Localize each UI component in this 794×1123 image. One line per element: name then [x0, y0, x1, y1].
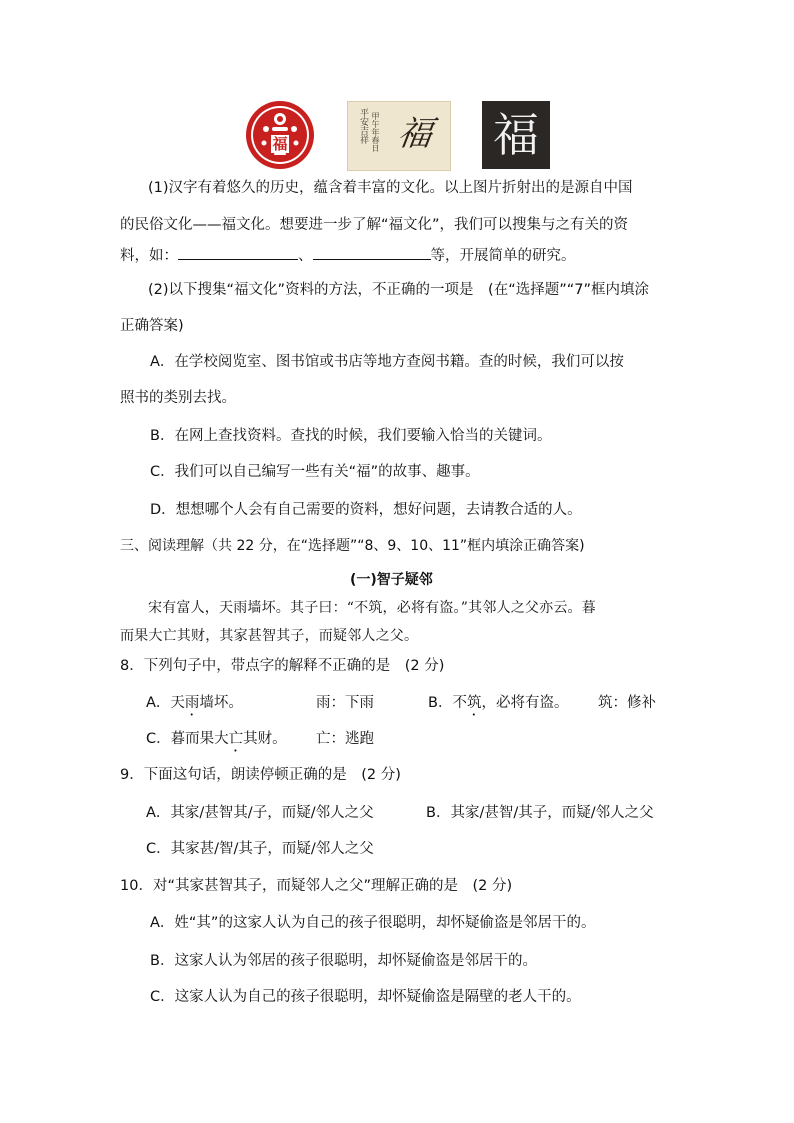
papercut-fu-image [244, 99, 316, 171]
q2-option-a-line-1: A．在学校阅览室、图书馆或书店等地方查阅书籍。查的时候，我们可以按 [150, 354, 624, 370]
q-intro-line-3-a: 料，如： [120, 248, 178, 264]
passage-line-1: 宋有富人，天雨墙坏。其子曰：“不筑，必将有盗。”其邻人之父亦云。暮 [148, 600, 596, 616]
q9-option-b: B．其家/甚智/其子，而疑/邻人之父 [426, 805, 654, 821]
passage-line-2: 而果大亡其财，其家甚智其子，而疑邻人之父。 [120, 628, 419, 644]
q2-option-d: D．想想哪个人会有自己需要的资料，想好问题，去请教合适的人。 [150, 502, 582, 518]
q9-stem: 9．下面这句话，朗读停顿正确的是 (2 分) [120, 767, 401, 783]
passage-title: (一)智子疑邻 [350, 572, 433, 588]
q8-stem: 8．下列句子中，带点字的解释不正确的是 (2 分) [120, 658, 445, 674]
calligraphy-fu-char: 福 [395, 114, 435, 154]
q8-c-dotted-char: 亡 [228, 731, 244, 747]
q8-b-dotted-char: 筑 [466, 695, 482, 711]
q8-c-post: 其财。 [243, 731, 287, 747]
calligraphy-inscription-right: 平安吉祥 [358, 108, 368, 144]
answer-blank-1[interactable] [178, 245, 298, 260]
q-intro-line-1: (1)汉字有着悠久的历史，蕴含着丰富的文化。以上图片折射出的是源自中国 [148, 180, 633, 196]
q-intro-sep: 、 [298, 248, 313, 264]
section-3-heading: 三、阅读理解（共 22 分，在“选择题”“8、9、10、11”框内填涂正确答案) [120, 538, 585, 554]
q-intro-line-3-b: 等，开展简单的研究。 [430, 248, 576, 264]
q8-option-c [146, 729, 287, 755]
q10-option-c: C．这家人认为自己的孩子很聪明，却怀疑偷盗是隔壁的老人干的。 [150, 989, 581, 1005]
q8-a-pre: A．天 [146, 695, 185, 711]
q2-option-c: C．我们可以自己编写一些有关“福”的故事、趣事。 [150, 464, 480, 480]
q8-option-b [428, 693, 568, 719]
q10-stem: 10．对“其家甚智其子，而疑邻人之父”理解正确的是 (2 分) [120, 878, 513, 894]
q2-line-1: (2)以下搜集“福文化”资料的方法，不正确的一项是 (在“选择题”“7”框内填涂 [148, 282, 649, 298]
q8-c-pre: C．暮而果大 [146, 731, 229, 747]
q8-b-pre: B．不 [428, 695, 467, 711]
q9-option-c: C．其家甚/智/其子，而疑/邻人之父 [146, 841, 374, 857]
q8-option-a [146, 693, 243, 719]
q2-option-a-line-2: 照书的类别去找。 [120, 390, 236, 406]
seal-fu-char: 福 [493, 108, 539, 162]
q10-option-a: A．姓“其”的这家人认为自己的孩子很聪明，却怀疑偷盗是邻居干的。 [150, 915, 596, 931]
q8-b-post: ，必将有盗。 [481, 695, 569, 711]
q8-option-a-gloss: 雨：下雨 [316, 695, 374, 711]
q-intro-line-2: 的民俗文化——福文化。想要进一步了解“福文化”，我们可以搜集与之有关的资 [120, 217, 629, 233]
q2-option-b: B．在网上查找资料。查找的时候，我们要输入恰当的关键词。 [150, 428, 552, 444]
q8-a-dotted-char: 雨 [184, 695, 200, 711]
q-intro-line-3 [120, 245, 576, 266]
q8-option-b-gloss: 筑：修补 [598, 695, 656, 711]
q10-option-b: B．这家人认为邻居的孩子很聪明，却怀疑偷盗是邻居干的。 [150, 953, 537, 969]
answer-blank-2[interactable] [313, 245, 431, 260]
papercut-fu-char: 福 [272, 135, 288, 153]
q2-line-2: 正确答案) [120, 318, 184, 334]
seal-fu-image [482, 101, 550, 169]
q9-option-a: A．其家/甚智其/子，而疑/邻人之父 [146, 805, 374, 821]
q8-a-post: 墙坏。 [199, 695, 243, 711]
q8-option-c-gloss: 亡：逃跑 [316, 731, 374, 747]
calligraphy-inscription-left: 甲午年春日 [371, 112, 380, 152]
calligraphy-fu-image [347, 101, 451, 171]
